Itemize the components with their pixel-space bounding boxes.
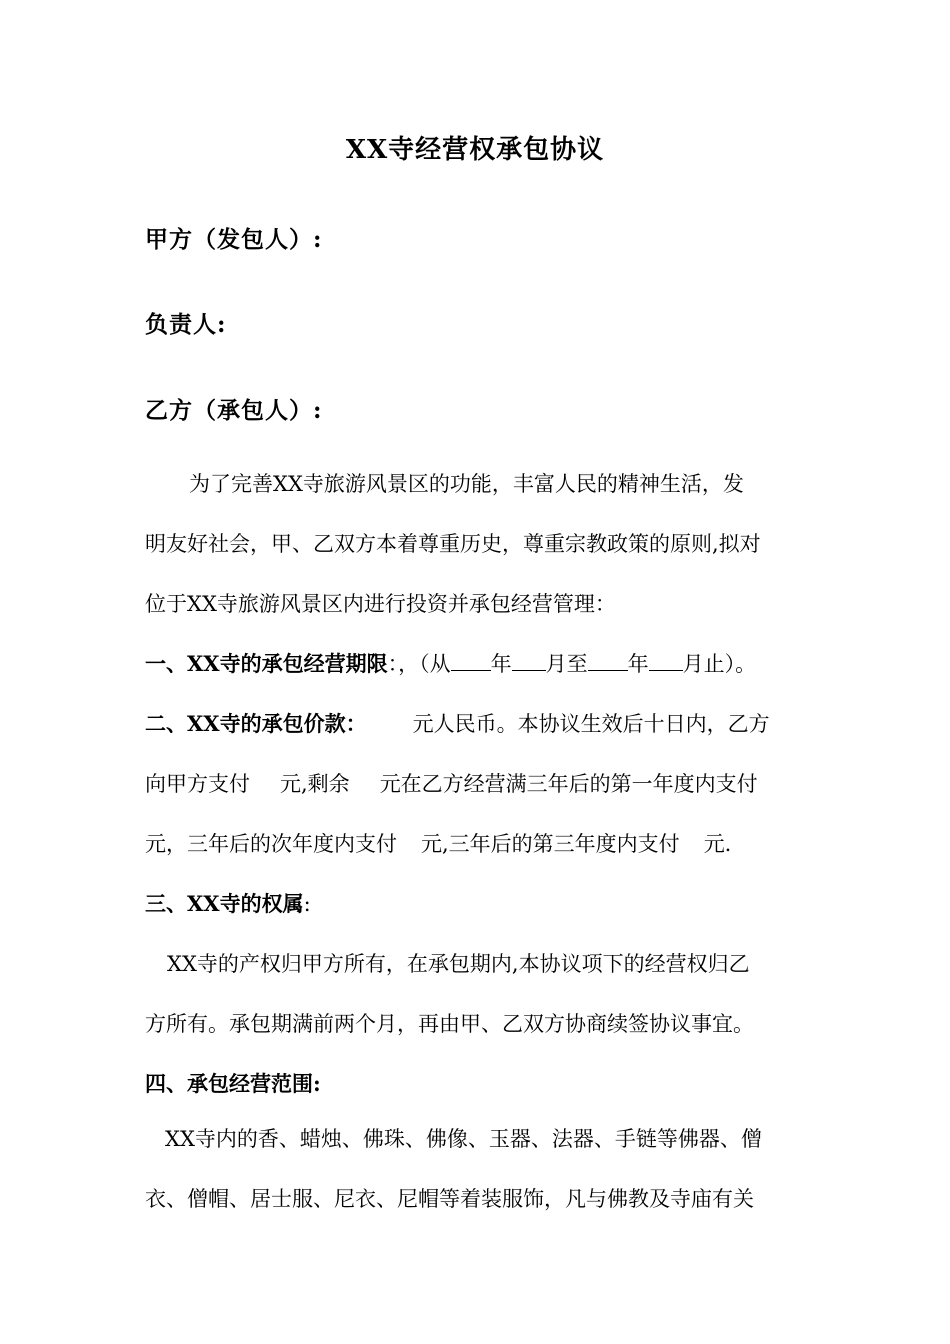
blank-start-month xyxy=(512,650,546,671)
party-b-label: 乙方（承包人）: xyxy=(145,397,323,424)
section-2-text-3c: 元. xyxy=(703,832,732,856)
blank-end-month xyxy=(649,650,683,671)
document-title: XX寺经营权承包协议 xyxy=(345,135,605,165)
section-1-month-1: 月至 xyxy=(545,652,588,676)
section-3-heading: 三、XX寺的权属 xyxy=(145,891,304,916)
responsible-label: 负责人: xyxy=(145,311,227,338)
section-1-month-2: 月止）。 xyxy=(682,652,757,676)
section-2-line-3 xyxy=(145,829,731,859)
section-3-colon: : xyxy=(303,892,311,916)
intro-line-2: 明友好社会，甲、乙双方本着尊重历史，尊重宗教政策的原则,拟对 xyxy=(145,532,761,556)
blank-end-year xyxy=(588,650,628,671)
section-3-line-1: XX寺的产权归甲方所有，在承包期内,本协议项下的经营权归乙 xyxy=(167,952,750,976)
party-a-label: 甲方（发包人）: xyxy=(145,226,323,253)
section-3-line-2: 方所有。承包期满前两个月，再由甲、乙双方协商续签协议事宜。 xyxy=(145,1012,754,1036)
section-1-term xyxy=(145,649,756,679)
section-2-text-2a: 向甲方支付 xyxy=(145,772,250,796)
section-1-year-1: 年 xyxy=(490,652,512,676)
section-1-heading: 一、XX寺的承包经营期限 xyxy=(145,651,388,676)
section-1-year-2: 年 xyxy=(627,652,649,676)
section-3-heading-line xyxy=(145,889,311,919)
section-2-text-1: 元人民币。本协议生效后十日内，乙方 xyxy=(412,712,770,736)
section-4-heading: 四、承包经营范围: xyxy=(145,1071,321,1096)
section-2-heading: 二、XX寺的承包价款： xyxy=(145,711,367,736)
section-2-text-3a: 元，三年后的次年度内支付 xyxy=(145,832,397,856)
intro-line-3: 位于XX寺旅游风景区内进行投资并承包经营管理： xyxy=(145,592,616,616)
section-2-line-1 xyxy=(145,709,770,739)
section-2-text-3b: 元,三年后的第三年度内支付 xyxy=(421,832,680,856)
section-2-line-2 xyxy=(145,769,758,799)
section-4-line-1: XX寺内的香、蜡烛、佛珠、佛像、玉器、法器、手链等佛器、僧 xyxy=(165,1127,762,1151)
section-1-from: ：，（从 xyxy=(387,652,451,676)
blank-start-year xyxy=(451,650,491,671)
section-2-text-2c: 元在乙方经营满三年后的第一年度内支付 xyxy=(379,772,758,796)
section-2-text-2b: 元,剩余 xyxy=(280,772,350,796)
section-4-line-2: 衣、僧帽、居士服、尼衣、尼帽等着装服饰，凡与佛教及寺庙有关 xyxy=(145,1187,754,1211)
intro-line-1: 为了完善XX寺旅游风景区的功能，丰富人民的精神生活，发 xyxy=(189,472,744,496)
